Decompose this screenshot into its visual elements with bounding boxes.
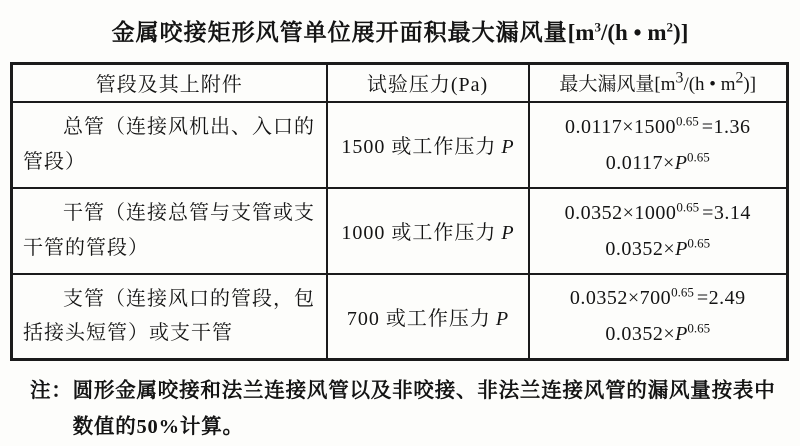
pressure-text: 1000 或工作压力 [341, 222, 497, 244]
unit-superscript-2: 2 [735, 69, 744, 87]
segment-text-line1: 总管（连接风机出、入口的 [63, 116, 315, 139]
formula-cell [529, 274, 788, 360]
unit-open: [m [654, 74, 676, 96]
pressure-variable: P [501, 136, 514, 158]
formula-result: =2.49 [696, 287, 746, 310]
unit-middle: /(h • m [683, 74, 736, 96]
segment-text-line2: 括接头短管）或支干管 [23, 322, 233, 345]
segment-text-line1: 干管（连接总管与支管或支 [63, 202, 315, 225]
table-row-main-duct [12, 102, 788, 188]
formula-exponent: 0.65 [676, 112, 699, 128]
pressure-variable: P [501, 222, 514, 244]
pressure-cell [327, 188, 529, 274]
formula-exponent: 0.65 [676, 198, 700, 214]
footnote-label: 注： [30, 380, 73, 402]
formula-result: =1.36 [701, 115, 751, 138]
leakage-table [10, 62, 789, 361]
segment-text-line1: 支管（连接风口的管段，包 [63, 287, 315, 310]
formula-base: 0.0352× [605, 237, 676, 260]
formula-base: 0.0117×1500 [564, 115, 676, 138]
formula-exponent: 0.65 [687, 320, 711, 336]
formula-variable: P [675, 237, 688, 260]
formula-base: 0.0352× [605, 323, 676, 346]
segment-cell [12, 102, 327, 188]
segment-cell [12, 188, 327, 274]
table-row-branch-duct [12, 274, 788, 360]
header-row [12, 64, 788, 102]
formula-general [530, 320, 787, 346]
footnote-line2: 数值的50%计算。 [72, 415, 244, 438]
formula-variable: P [675, 323, 688, 346]
formula-general [530, 234, 787, 260]
formula-cell [529, 188, 788, 274]
segment-text-line2: 干管的管段） [23, 236, 149, 259]
pressure-cell [327, 274, 529, 360]
pressure-cell [327, 102, 529, 188]
formula-base: 0.0117× [605, 151, 675, 174]
formula-base: 0.0352×700 [569, 287, 672, 310]
formula-general [530, 148, 787, 174]
title-text: 金属咬接矩形风管单位展开面积最大漏风量 [111, 20, 568, 45]
leakage-header-text: 最大漏风量 [559, 74, 655, 96]
col-header-segment: 管段及其上附件 [12, 64, 327, 102]
formula-base: 0.0352×1000 [564, 201, 677, 224]
unit-close: )] [673, 20, 689, 45]
footnote-line1: 圆形金属咬接和法兰连接风管以及非咬接、非法兰连接风管的漏风量按表中 [72, 380, 776, 402]
formula-variable: P [674, 151, 687, 174]
formula-exponent: 0.65 [671, 284, 694, 300]
table-row-trunk-duct [12, 188, 788, 274]
footnote [30, 374, 792, 445]
formula-evaluated [530, 112, 787, 138]
leakage-header-unit [654, 69, 757, 96]
formula-cell [529, 102, 788, 188]
pressure-text: 700 或工作压力 [346, 307, 491, 330]
unit-middle: /(h • m [600, 20, 667, 45]
unit-superscript-2: 2 [666, 19, 674, 35]
formula-evaluated [530, 198, 787, 224]
pressure-text: 1500 或工作压力 [341, 136, 497, 158]
formula-evaluated [530, 284, 787, 310]
formula-exponent: 0.65 [687, 148, 710, 164]
unit-close: )] [743, 74, 757, 96]
page-title [0, 14, 800, 47]
segment-text-line2: 管段） [23, 150, 86, 173]
title-unit [568, 20, 689, 45]
formula-exponent: 0.65 [687, 234, 711, 250]
pressure-variable: P [495, 307, 509, 330]
unit-superscript-3: 3 [594, 19, 601, 35]
footnote-body [73, 374, 776, 445]
col-header-pressure: 试验压力(Pa) [327, 64, 529, 102]
unit-superscript-3: 3 [675, 69, 684, 87]
segment-cell [12, 274, 327, 360]
col-header-leakage [529, 64, 788, 102]
unit-open: [m [567, 20, 595, 45]
formula-result: =3.14 [702, 201, 751, 224]
